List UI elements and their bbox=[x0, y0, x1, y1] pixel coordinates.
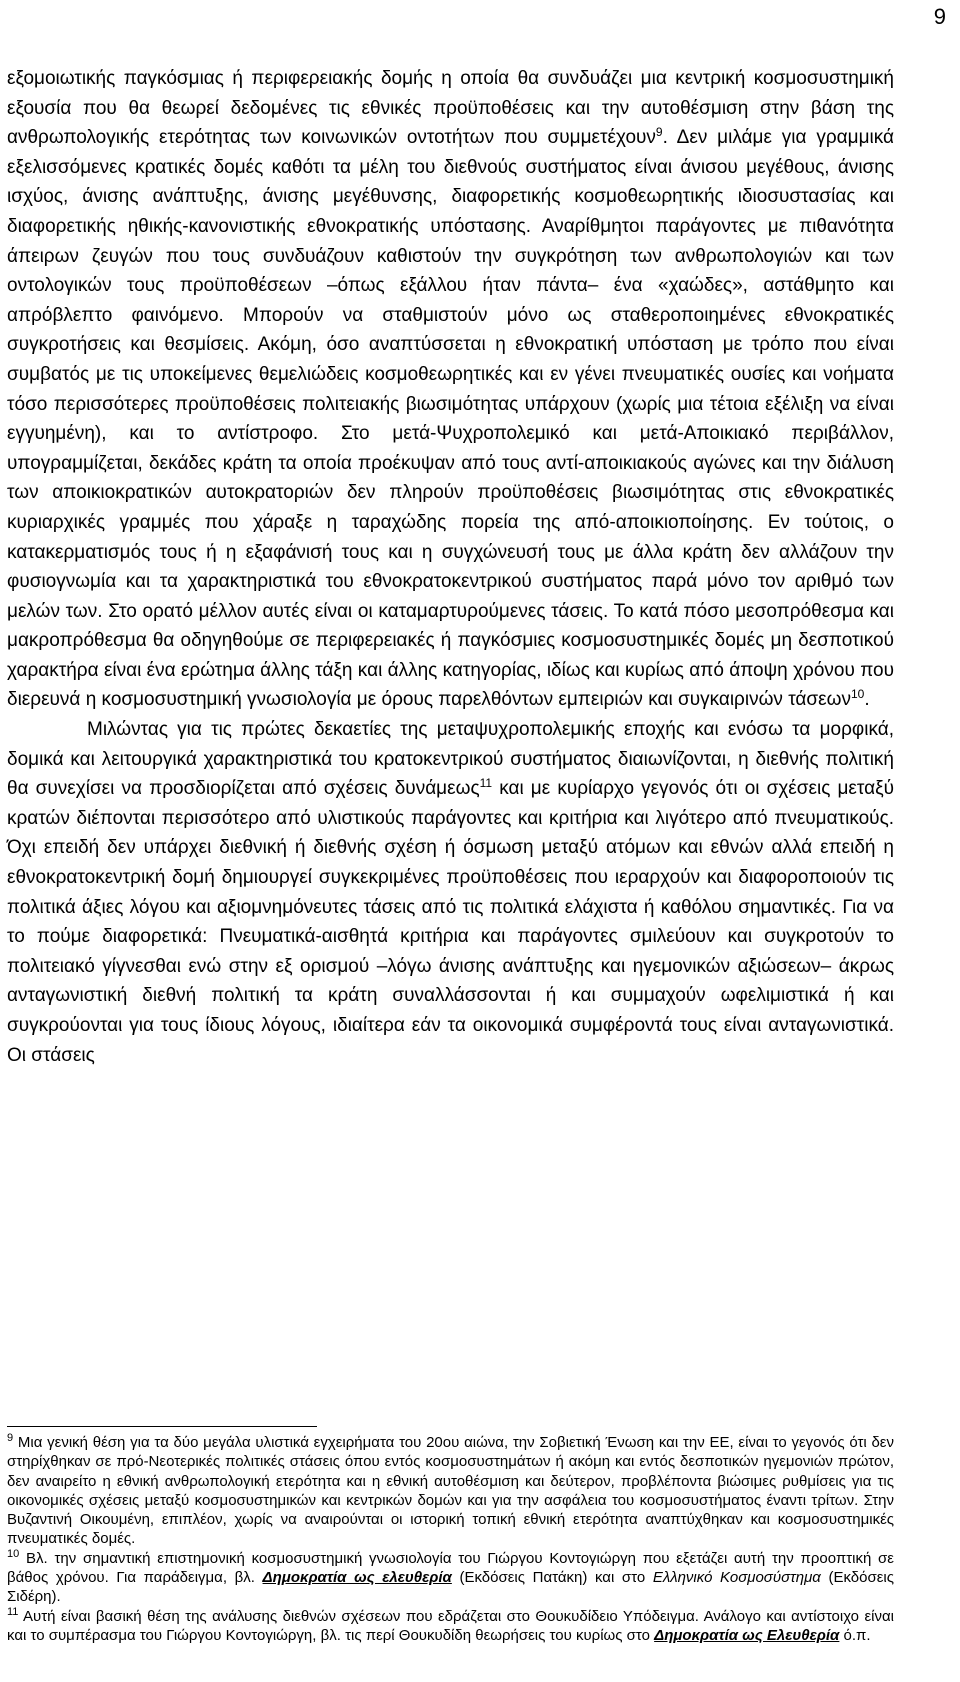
footnote-ref-10[interactable]: 10 bbox=[850, 687, 865, 702]
footnotes bbox=[7, 1433, 894, 1645]
footnote-9 bbox=[7, 1433, 894, 1549]
paragraph-1-end: . bbox=[864, 689, 870, 711]
footnote-text: Αυτή είναι βασική θέση της ανάλυσης διεθνών σχέσεων που εδράζεται στο Θουκυδίδειο Υπόδειγμα. Ανάλογο και αντίστοιχο είναι και το συμπέρασμα του Γιώργου Κοντογιώργη, βλ. τις περί Θουκυδίδη θεωρήσεις του κυρίως στο bbox=[7, 1607, 894, 1644]
paragraph-1-cont: . Δεν μιλάμε για γραμμικά εξελισσόμενες κρατικές δομές καθότι τα μέλη του διεθνούς συστήματος είναι άνισου μεγέθους, άνισης ισχύος, άνισης ανάπτυξης, άνισης μεγέθυνσης, διαφορετικής κοσμοθεωρητικής ιδιοσυστασίας και διαφορετικής ηθικής-κανονιστικής εθνοκρατικής υπόστασης. Αναρίθμητοι παράγοντες με πιθανότητα άπειρων ζευγών που τους συνδυάζουν καθιστούν την συγκρότηση των ανθρωπολογιών και των οντολογικών τους προϋποθέσεων –όπως εξάλλου ήταν πάντα– ένα «χαώδες», αστάθμητο και απρόβλεπτο φαινόμενο. Μπορούν να σταθμιστούν μόνο ως σταθεροποιημένες εθνοκρατικές συγκροτήσεις και θεσμίσεις. Ακόμη, όσο αναπτύσσεται η εθνοκρατική υπόσταση με τρόπο που είναι συμβατός με τις υποκείμενες θεμελιώδεις κοσμοθεωρητικές και εν γένει πνευματικές ουσίες και νοήματα τόσο περισσότερες προϋποθέσεις πολιτειακής βιωσιμότητας υπάρχουν (χωρίς μια τέτοια εξέλιξη να είναι εγγυημένη), και το αντίστροφο. Στο μετά-Ψυχροπολεμικό και μετά-Αποικιακό περιβάλλον, υπογραμμίζεται, δεκάδες κράτη τα οποία προέκυψαν από τους αντί-αποικιακούς αγώνες και την διάλυση των αποικιοκρατικών αυτοκρατοριών δεν πληρούν προϋποθέσεις βιωσιμότητας στις εθνοκρατικές κυριαρχικές γραμμές που χάραξε η ταραχώδης πορεία της από-αποικιοποίησης. Εν τούτοις, ο κατακερματισμός τους ή η εξαφάνισή τους και η συγχώνευσή τους με άλλα κράτη δεν αλλάζουν την φυσιογνωμία και τα χαρακτηριστικά του εθνοκρατοκεντρικού συστήματος παρά μόνο τον αριθμό των μελών των. Στο ορατό μέλλον αυτές είναι οι καταμαρτυρούμενες τάσεις. Το κατά πόσο μεσοπρόθεσμα και μακροπρόθεσμα θα οδηγηθούμε σε περιφερειακές ή παγκόσμιες κοσμοσυστημικές δομές μη δεσποτικού χαρακτήρα είναι ένα ερώτημα άλλης τάξη και άλλης κατηγορίας, ιδίως και κυρίως από άποψη χρόνου που διερευνά η κοσμοσυστημική γνωσιολογία με όρους παρελθόντων εμπειριών και συγκαιρινών τάσεων bbox=[7, 127, 894, 711]
footnote-separator bbox=[7, 1426, 317, 1427]
page-number: 9 bbox=[933, 4, 946, 29]
book-title: Δημοκρατία ως Ελευθερία bbox=[654, 1626, 840, 1644]
footnote-ref-11[interactable]: 11 bbox=[479, 776, 493, 791]
footnote-number: 9 bbox=[7, 1432, 14, 1444]
footnote-ref-9[interactable]: 9 bbox=[655, 125, 663, 140]
footnote-number: 10 bbox=[7, 1547, 20, 1560]
footnote-text: (Εκδόσεις Πατάκη) και στο bbox=[451, 1569, 653, 1587]
book-title: Ελληνικό Κοσμοσύστημα bbox=[652, 1569, 821, 1587]
footnote-11 bbox=[7, 1607, 894, 1646]
footnote-number: 11 bbox=[7, 1605, 19, 1618]
footnote-text: Μια γενική θέση για τα δύο μεγάλα υλιστικά εγχειρήματα του 20ου αιώνα, την Σοβιετική Ένωση και την ΕΕ, είναι το γεγονός ότι δεν στηρίχθηκαν σε πρό-Νεοτερικές πολιτικές στάσεις όπου εντός κοσμοσυστημάτων ή ακόμη και εντός δεσποτικών ηγεμονιών πρώτον, δεν αναιρείτο η εθνική ανθρωπολογική ετερότητα και η εθνική αυτοθέσμιση και δεύτερον, προβλέποντα βιώσιμες ρυθμίσεις για τις οικονομικές σχέσεις μεταξύ κοσμοσυστημικών και κεντρικών δομών και για την ασφάλεια του κοσμοσυστήματος έναντι τρίτων. Στην Βυζαντινή Οικουμένη, επιπλέον, χωρίς να αναιρούνται οι ιστορική τοπική εθνική ετερότητα αναπτύχθηκαν και κοσμοσυστημικές πνευματικές δομές. bbox=[7, 1434, 894, 1548]
book-title: Δημοκρατία ως ελευθερία bbox=[262, 1569, 452, 1587]
paragraph-2-start: Μιλώντας για τις πρώτες δεκαετίες της μεταψυχροπολεμικής εποχής και ενόσω τα μορφικά, δομικά και λειτουργικά χαρακτηριστικά του κρατοκεντρικού συστήματος διαιωνίζονται, η διεθνής πολιτική θα συνεχίσει να προσδιορίζεται από σχέσεις δυνάμεως bbox=[7, 719, 894, 800]
footnote-text: (Εκδόσεις Σιδέρη). bbox=[7, 1569, 894, 1606]
footnote-text: ό.π. bbox=[839, 1626, 871, 1644]
footnote-text: Βλ. την σημαντική επιστημονική κοσμοσυστημική γνωσιολογία του Γιώργου Κοντογιώργη που εξετάζει αυτή την προοπτική σε βάθος χρόνου. Για παράδειγμα, βλ. bbox=[7, 1549, 894, 1587]
paragraph-2-cont: και με κυρίαρχο γεγονός ότι οι σχέσεις μεταξύ κρατών διέπονται περισσότερο από υλιστικούς παράγοντες και κριτήρια και λιγότερο από πνευματικούς. Όχι επειδή δεν υπάρχει διεθνική ή διεθνής σχέση ή όσμωση μεταξύ ατόμων και εθνών αλλά επειδή η εθνοκρατοκεντρική δομή δημιουργεί συγκεκριμένες προϋποθέσεις που ιεραρχούν και διαφοροποιούν τις πολιτικά άξιες λόγου και αξιομνημόνευτες τάσεις από τις πολιτικά ελάχιστα ή καθόλου σημαντικές. Για να το πούμε διαφορετικά: Πνευματικά-αισθητά κριτήρια και παράγοντες σμιλεύουν και συγκροτούν το πολιτειακό γίγνεσθαι ενώ στην εξ ορισμού –λόγω άνισης ανάπτυξης και ηγεμονικών αξιώσεων– άκρως ανταγωνιστική διεθνή πολιτική τα κράτη συναλλάσσονται ή και συμμαχούν ωφελιμιστικά ή και συγκρούονται για τους ίδιους λόγους, ιδιαίτερα εάν τα οικονομικά συμφέροντά τους είναι ανταγωνιστικά. Οι στάσεις bbox=[7, 778, 895, 1066]
body-text bbox=[7, 64, 894, 1070]
paragraph-1-start: εξομοιωτικής παγκόσμιας ή περιφερειακής δομής η οποία θα συνδυάζει μια κεντρική κοσμοσυστημική εξουσία που θα θεωρεί δεδομένες τις εθνικές προϋποθέσεις και την αυτοθέσμιση στην βάση της ανθρωπολογικής ετερότητας των κοινωνικών οντοτήτων που συμμετέχουν bbox=[7, 68, 894, 149]
footnote-10 bbox=[7, 1549, 894, 1607]
